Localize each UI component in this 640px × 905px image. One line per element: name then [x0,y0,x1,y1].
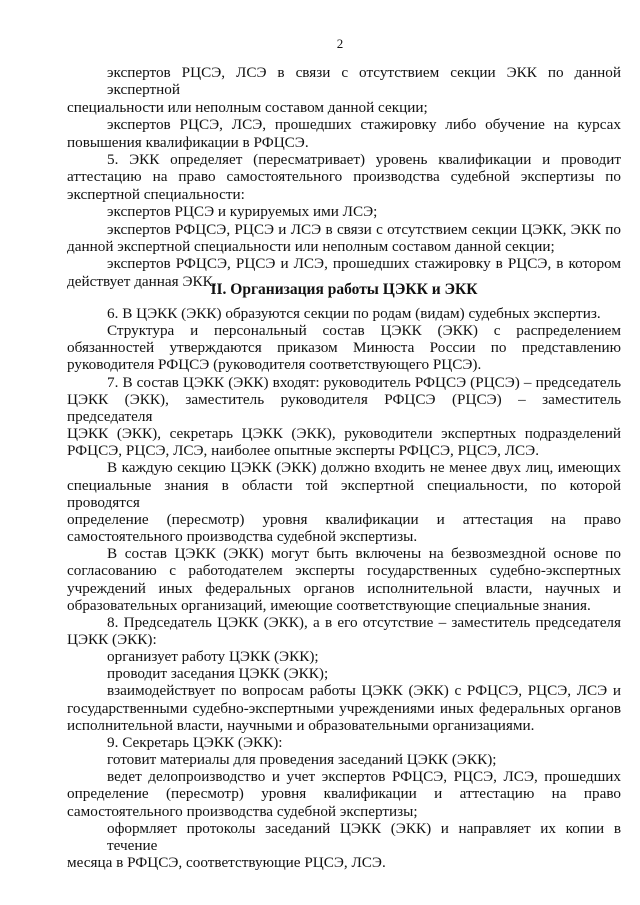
text-line: специальности или неполным составом данной секции; [67,98,428,116]
text-line: определение (пересмотр) уровня квалификации и аттестация на право [67,510,621,528]
paragraph [67,682,621,733]
paragraph [67,614,621,648]
paragraph [67,374,621,460]
paragraph [67,322,621,373]
text-line: проводит заседания ЦЭКК (ЭКК); [107,665,329,683]
text-line: руководителя РФЦСЭ (руководителя соответствующего РЦСЭ). [67,356,482,374]
text-line: экспертов РЦСЭ и курируемых ими ЛСЭ; [107,203,378,221]
paragraph [67,768,621,819]
text-line: 7. В состав ЦЭКК (ЭКК) входят: руководитель РФЦСЭ (РЦСЭ) – председатель [107,373,621,391]
text-line: самостоятельного производства судебной экспертизы. [67,528,418,546]
text-line: согласованию с работодателем эксперты государственных судебно-экспертных [67,562,621,580]
paragraph [67,751,621,768]
section-body [67,305,621,871]
paragraph [67,64,621,116]
top-text-block [67,64,621,290]
paragraph [67,221,621,256]
paragraph [67,459,621,545]
paragraph [67,665,621,682]
text-line: экспертной специальности: [67,185,245,203]
text-line: специальные знания в области той экспертной специальности, по которой проводятся [67,476,621,511]
text-line: образовательных организаций, имеющие соответствующие специальные знания. [67,596,591,614]
paragraph [67,305,621,322]
paragraph [67,648,621,665]
text-line: действует данная ЭКК. [67,272,217,290]
paragraph [67,116,621,151]
text-line: Структура и персональный состав ЦЭКК (ЭКК) с распределением [107,322,621,340]
paragraph [67,151,621,203]
text-line: повышения квалификации в РФЦСЭ. [67,133,309,151]
paragraph [67,203,621,220]
text-line: учреждений иных федеральных органов исполнительной власти, научных и [67,579,621,597]
page-number: 2 [336,36,344,51]
text-line: оформляет протоколы заседаний ЦЭКК (ЭКК) и направляет их копии в течение [107,819,621,854]
text-line: взаимодействует по вопросам работы ЦЭКК (ЭКК) с РФЦСЭ, РЦСЭ, ЛСЭ и [107,682,621,700]
text-line: РФЦСЭ, РЦСЭ, ЛСЭ, наиболее опытные эксперты РФЦСЭ, РЦСЭ, ЛСЭ. [67,442,540,460]
text-line: месяца в РФЦСЭ, соответствующие РЦСЭ, ЛСЭ. [67,854,386,871]
text-line: экспертов РЦСЭ, ЛСЭ, прошедших стажировку либо обучение на курсах [107,116,621,134]
text-line: готовит материалы для проведения заседаний ЦЭКК (ЭКК); [107,751,497,769]
text-line: ЦЭКК (ЭКК), секретарь ЦЭКК (ЭКК), руководители экспертных подразделений [67,425,621,443]
text-line: обязанностей утверждаются приказом Минюста России по представлению [67,339,621,357]
paragraph [67,820,621,871]
text-line: экспертов РФЦСЭ, РЦСЭ и ЛСЭ, прошедших стажировку в РЦСЭ, в котором [107,255,621,273]
section-title: II. Организация работы ЦЭКК и ЭКК [210,281,478,298]
text-line: определение (пересмотр) уровня квалификации и аттестацию на право [67,785,621,803]
text-line: В каждую секцию ЦЭКК (ЭКК) должно входить не менее двух лиц, имеющих [107,459,621,477]
text-line: 6. В ЦЭКК (ЭКК) образуются секции по родам (видам) судебных экспертиз. [107,305,601,322]
text-line: исполнительной власти, научными и образовательными организациями. [67,716,535,734]
text-line: экспертов РФЦСЭ, РЦСЭ и ЛСЭ в связи с отсутствием секции ЦЭКК, ЭКК по [107,220,621,238]
text-line: ЦЭКК (ЭКК): [67,630,157,648]
paragraph [67,545,621,614]
text-line: 9. Секретарь ЦЭКК (ЭКК): [107,733,283,751]
text-line: В состав ЦЭКК (ЭКК) могут быть включены на безвозмездной основе по [107,545,621,563]
text-line: ЦЭКК (ЭКК), заместитель руководителя РФЦСЭ (РЦСЭ) – заместитель председателя [67,390,621,425]
paragraph [67,734,621,751]
text-line: 5. ЭКК определяет (пересматривает) уровень квалификации и проводит [107,151,621,169]
text-line: данной экспертной специальности или неполным составом данной секции; [67,238,555,256]
text-line: государственными судебно-экспертными учреждениями иных федеральных органов [67,699,621,717]
text-line: 8. Председатель ЦЭКК (ЭКК), а в его отсутствие – заместитель председателя [107,613,621,631]
text-line: экспертов РЦСЭ, ЛСЭ в связи с отсутствием секции ЭКК по данной экспертной [107,64,621,99]
text-line: аттестацию на право самостоятельного производства судебной экспертизы по [67,168,621,186]
text-line: организует работу ЦЭКК (ЭКК); [107,648,319,666]
text-line: самостоятельного производства судебной экспертизы; [67,802,418,820]
text-line: ведет делопроизводство и учет экспертов РФЦСЭ, РЦСЭ, ЛСЭ, прошедших [107,768,621,786]
